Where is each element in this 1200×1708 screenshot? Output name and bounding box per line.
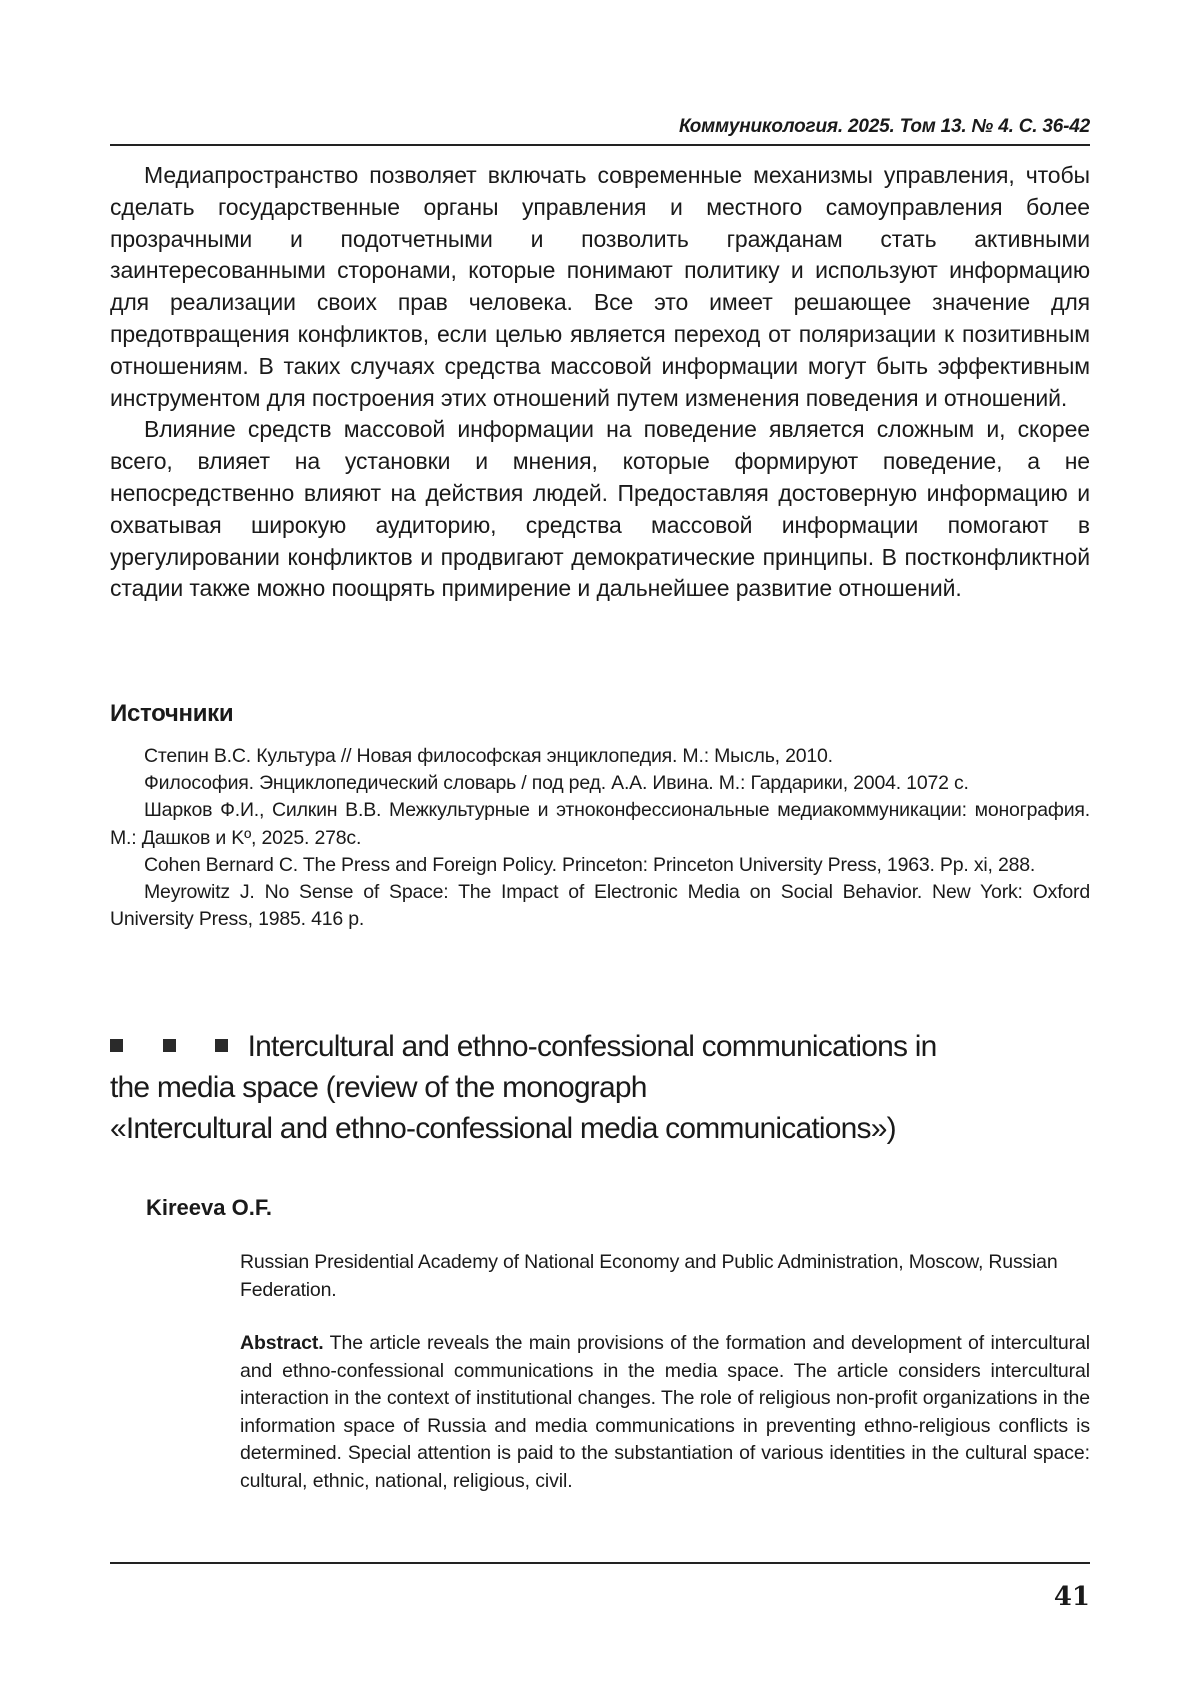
article-title-line: the media space (review of the monograph [110, 1071, 647, 1104]
abstract-label: Abstract. [240, 1332, 324, 1354]
reference-item: Философия. Энциклопедический словарь / под ред. А.А. Ивина. М.: Гардарики, 2004. 1072 с. [144, 772, 969, 795]
abstract-text: The article reveals the main provisions of the formation and development of intercultural and ethno-confessional communications in the media space. The article considers intercultural interaction in the context of institutional changes. The role of religious non-profit organizations in the information space of Russia and media communications in preventing ethno-religious conflicts is determined. Special attention is paid to the substantiation of various identities in the cultural space: cultural, ethnic, national, religious, civil. [240, 1332, 1090, 1492]
abstract [240, 1330, 1090, 1495]
reference-item: Степин В.С. Культура // Новая философская энциклопедия. М.: Мысль, 2010. [144, 745, 833, 767]
reference-list [110, 743, 1090, 933]
square-bullet-icon [215, 1039, 228, 1052]
author-name: Kireeva O.F. [146, 1195, 272, 1220]
body-paragraph: Медиапространство позволяет включать современные механизмы управления, чтобы сделать государственные органы управления и местного самоуправления более прозрачными и подотчетными и позволить гражданам стать активными заинтересованными сторонами, которые понимают политику и используют информацию для реализации своих прав человека. Все это имеет решающее значение для предотвращения конфликтов, если целью является переход от поляризации к позитивным отношениям. В таких случаях средства массовой информации могут быть эффективным инструментом для построения этих отношений путем изменения поведения и отношений. [110, 162, 1090, 411]
body-paragraph: Влияние средств массовой информации на поведение является сложным и, скорее всего, влияет на установки и мнения, которые формируют поведение, а не непосредственно влияют на действия людей. Предоставляя достоверную информацию и охватывая широкую аудиторию, средства массовой информации помогают в урегулировании конфликтов и продвигают демократические принципы. В постконфликтной стадии также можно поощрять примирение и дальнейшее развитие отношений. [110, 416, 1090, 602]
reference-item: Meyrowitz J. No Sense of Space: The Impact of Electronic Media on Social Behavior. New York: Oxford University Press, 1985. 416 p. [110, 881, 1090, 931]
article-title [110, 1026, 1070, 1149]
square-bullet-icon [110, 1039, 123, 1052]
page-number: 41 [1053, 1582, 1090, 1612]
sources-heading: Источники [110, 700, 234, 727]
article-title-line: «Intercultural and ethno-confessional media communications») [110, 1112, 896, 1145]
reference-item: Cohen Bernard C. The Press and Foreign Policy. Princeton: Princeton University Press, 1963. Pp. xi, 288. [144, 853, 1036, 876]
reference-item: Шарков Ф.И., Силкин В.В. Межкультурные и этноконфессиональные медиакоммуникации: монография. М.: Дашков и Kº, 2025. 278с. [110, 799, 1090, 849]
square-bullet-icon [163, 1039, 176, 1052]
header-rule [110, 144, 1090, 146]
body-text [110, 160, 1090, 605]
running-header: Коммуникология. 2025. Том 13. № 4. С. 36-42 [678, 116, 1090, 137]
title-bullet-icons [110, 1026, 228, 1067]
author-affiliation: Russian Presidential Academy of National Economy and Public Administration, Moscow, Russian Federation. [240, 1251, 1058, 1301]
footer-rule [110, 1562, 1090, 1564]
article-title-line: Intercultural and ethno-confessional communications in [247, 1030, 937, 1063]
